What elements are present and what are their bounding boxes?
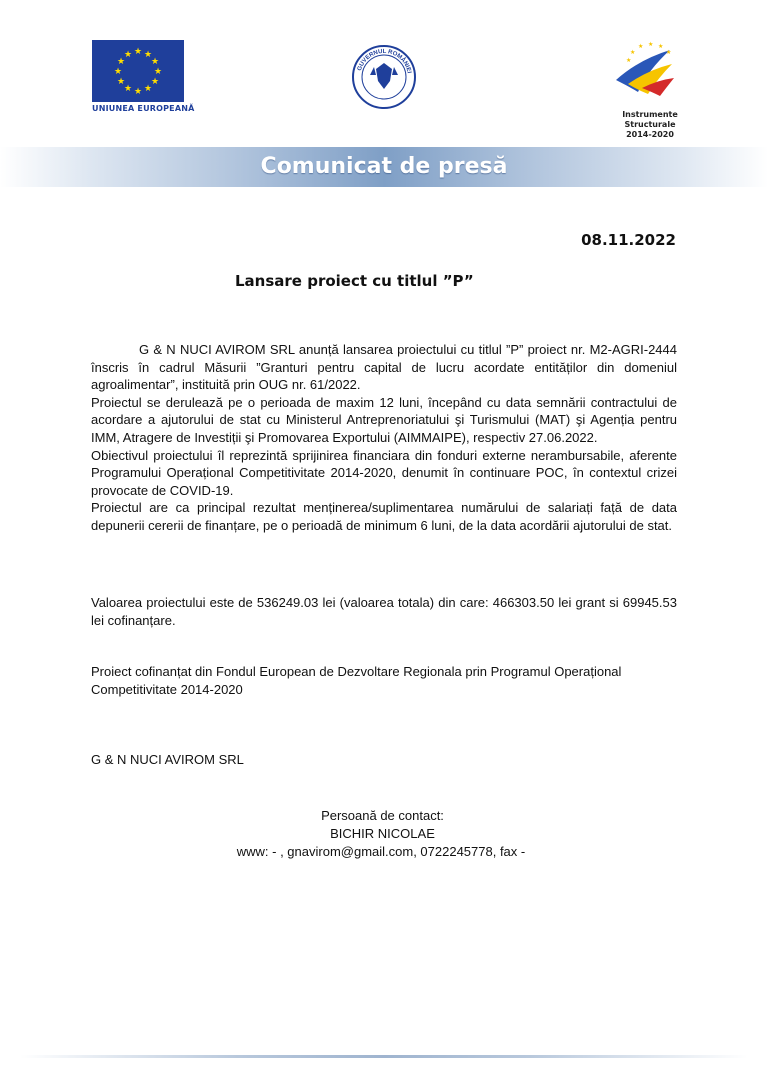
svg-text:★: ★ — [113, 67, 123, 77]
svg-text:★: ★ — [666, 49, 672, 56]
is-caption-line2: 2014-2020 — [626, 130, 674, 139]
svg-text:★: ★ — [648, 41, 654, 48]
svg-text:★: ★ — [630, 49, 636, 56]
gov-seal-text: GUVERNUL ROMÂNIEI — [356, 48, 412, 74]
svg-text:★: ★ — [123, 50, 133, 60]
footer-divider — [20, 1055, 748, 1058]
instrumente-structurale-logo — [608, 40, 678, 100]
project-value-text: Valoarea proiectului este de 536249.03 lei (valoarea totala) din care: 466303.50 lei grant si 69945.53 lei cofinanțare. — [91, 595, 677, 628]
contact-details: www: - , gnavirom@gmail.com, 0722245778, fax - — [236, 844, 526, 859]
cofinance-text: Proiect cofinanțat din Fondul European de Dezvoltare Regionala prin Programul Operațional Competitivitate 2014-2020 — [91, 664, 622, 697]
banner-title: Comunicat de presă — [260, 154, 508, 179]
government-seal-logo — [352, 45, 416, 109]
contact-label: Persoană de contact: — [321, 808, 444, 823]
paragraph-objective: Obiectivul proiectului îl reprezintă sprijinirea financiara din fonduri externe nerambursabile, aferente Programului Operațional Competitivitate 2014-2020, denumit în continuare POC, în contextul crizei provocate de COVID-19. — [91, 447, 677, 498]
is-caption-line1: Instrumente Structurale — [622, 110, 678, 129]
document-title: Lansare proiect cu titlul ”P” — [235, 272, 474, 290]
svg-text:★: ★ — [123, 84, 133, 94]
svg-text:★: ★ — [153, 67, 163, 77]
eu-flag-logo — [92, 40, 184, 102]
svg-text:★: ★ — [143, 84, 153, 94]
eu-stars-icon — [92, 40, 184, 102]
release-date: 08.11.2022 — [581, 231, 676, 249]
svg-text:★: ★ — [150, 57, 160, 67]
svg-text:★: ★ — [658, 43, 664, 50]
svg-text:★: ★ — [116, 77, 126, 87]
paragraph-period: Proiectul se derulează pe o perioada de maxim 12 luni, începând cu data semnării contractului de acordare a ajutorului de stat cu Ministerul Antreprenoriatului şi Turismului (MAT) şi Agenția pentru IMM, Atragere de Investiții şi Promovarea Exportului (AIMMAIPE), respectiv 27.06.2022. — [91, 394, 677, 445]
svg-text:★: ★ — [143, 50, 153, 60]
paragraph-intro: G & N NUCI AVIROM SRL anunță lansarea proiectului cu titlul ”P” proiect nr. M2-AGRI-2444 înscris în cadrul Măsurii ”Granturi pentru capital de lucru acordate entităților din domeniul agroalimentar”, instituită prin OUG nr. 61/2022. — [91, 342, 677, 393]
svg-text:★: ★ — [116, 57, 126, 67]
svg-text:★: ★ — [133, 87, 143, 97]
svg-text:★: ★ — [133, 47, 143, 57]
svg-text:★: ★ — [638, 43, 644, 50]
body-section — [91, 341, 677, 535]
contact-name: BICHIR NICOLAE — [330, 826, 435, 841]
paragraph-result: Proiectul are ca principal rezultat menținerea/suplimentarea numărului de salariați față de data depunerii cererii de finanțare, pe o perioadă de minimum 6 luni, de la data acordării ajutorului de stat. — [91, 500, 677, 533]
company-name: G & N NUCI AVIROM SRL — [91, 752, 244, 767]
svg-text:★: ★ — [626, 57, 632, 64]
instrumente-structurale-caption — [600, 110, 700, 140]
eu-caption: UNIUNEA EUROPEANĂ — [92, 104, 195, 113]
svg-text:★: ★ — [150, 77, 160, 87]
contact-block — [0, 807, 768, 861]
